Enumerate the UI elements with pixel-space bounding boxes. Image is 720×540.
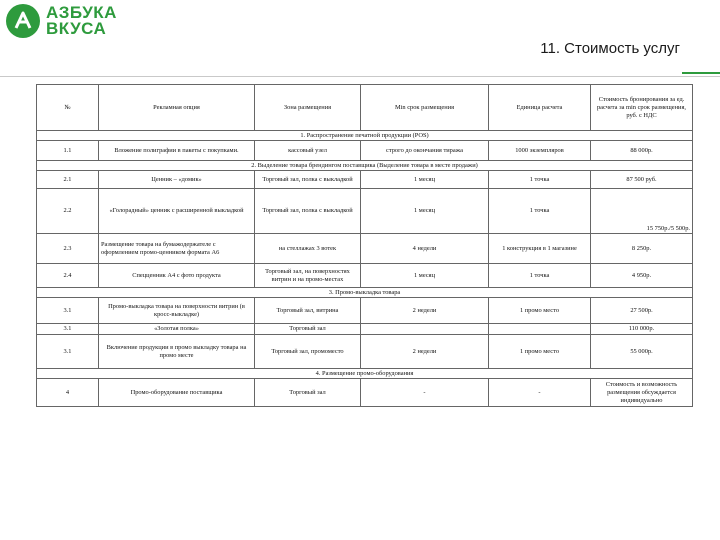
table-cell: Торговый зал, полка с выкладкой — [255, 171, 361, 189]
table-cell: 2 недели — [361, 298, 489, 324]
table-cell: Торговый зал, полка с выкладкой — [255, 189, 361, 234]
table-cell: Включение продукции в промо выкладку товара на промо месте — [99, 335, 255, 369]
table-row — [37, 234, 693, 264]
table-cell: - — [489, 379, 591, 407]
table-cell: 1.1 — [37, 141, 99, 161]
table-cell: кассовый узел — [255, 141, 361, 161]
section-row — [37, 131, 693, 141]
table-row — [37, 298, 693, 324]
header-cell: Стоимость бронирования за ед. расчета за min срок размещения, руб. с НДС — [591, 85, 693, 131]
section-row — [37, 161, 693, 171]
table-cell: Спецценник А4 с фото продукта — [99, 264, 255, 288]
table-cell: Торговый зал, на поверхностях витрин и на промо-местах — [255, 264, 361, 288]
table-cell: на стеллажах 3 вотек — [255, 234, 361, 264]
table-row — [37, 264, 693, 288]
table-cell: 2.1 — [37, 171, 99, 189]
page-title: 11. Стоимость услуг — [540, 40, 680, 57]
table-cell: 110 000р. — [591, 324, 693, 335]
title-divider — [0, 62, 720, 76]
table-cell: 1 промо место — [489, 298, 591, 324]
section-title: 4. Размещение промо-оборудования — [37, 369, 693, 379]
table-cell: 1 точка — [489, 264, 591, 288]
table-cell: 1 месяц — [361, 171, 489, 189]
table-row — [37, 324, 693, 335]
table-cell: 1 конструкция в 1 магазине — [489, 234, 591, 264]
brand-logo — [6, 4, 117, 38]
table-cell: - — [361, 379, 489, 407]
header-cell: Min срок размещения — [361, 85, 489, 131]
table-cell: «Золотая полка» — [99, 324, 255, 335]
header-cell: № — [37, 85, 99, 131]
table-cell: 2 недели — [361, 335, 489, 369]
logo-wordmark: АЗБУКА ВКУСА — [46, 3, 117, 38]
table-cell: Размещение товара на бумажодержателе с оформлением промо-ценником формата А6 — [99, 234, 255, 264]
table-cell: 4 недели — [361, 234, 489, 264]
table-cell: 1 точка — [489, 189, 591, 234]
table-cell: 1 месяц — [361, 264, 489, 288]
table-cell: 4 — [37, 379, 99, 407]
header-cell: Рекламная опция — [99, 85, 255, 131]
table-cell: 3.1 — [37, 298, 99, 324]
header-cell: Единица расчета — [489, 85, 591, 131]
table-row — [37, 189, 693, 225]
table-cell: 27 500р. — [591, 298, 693, 324]
table-row — [37, 141, 693, 161]
table-cell: 2.3 — [37, 234, 99, 264]
table-cell: Торговый зал, промоместо — [255, 335, 361, 369]
table-cell: 1 точка — [489, 171, 591, 189]
table-cell: 1 месяц — [361, 189, 489, 234]
logo-mark-icon — [6, 4, 40, 38]
section-title: 2. Выделение товара брендингом поставщика (Выделение товара в месте продажи) — [37, 161, 693, 171]
table-cell: Торговый зал — [255, 324, 361, 335]
table-cell — [361, 324, 489, 335]
section-title: 3. Промо-выкладка товара — [37, 288, 693, 298]
section-row — [37, 288, 693, 298]
table-cell: 1 промо место — [489, 335, 591, 369]
table-cell: 3.1 — [37, 335, 99, 369]
table-row — [37, 171, 693, 189]
table-header-row — [37, 85, 693, 131]
table-cell: 8 250р. — [591, 234, 693, 264]
header-cell: Зона размещения — [255, 85, 361, 131]
table-row — [37, 379, 693, 407]
table-cell: 3.1 — [37, 324, 99, 335]
section-row — [37, 369, 693, 379]
table-cell: 2.2 — [37, 189, 99, 234]
table-cell: Стоимость и возможность размещения обсуждается индивидуально — [591, 379, 693, 407]
table-cell — [591, 189, 693, 225]
table-cell: 87 500 руб. — [591, 171, 693, 189]
section-title: 1. Распространение печатной продукции (POS) — [37, 131, 693, 141]
table-cell: 4 950р. — [591, 264, 693, 288]
table-cell: 55 000р. — [591, 335, 693, 369]
table-cell: 2.4 — [37, 264, 99, 288]
table-cell: «Голорадный» ценник с расширенной выкладкой — [99, 189, 255, 234]
accent-bar — [682, 72, 720, 74]
table-cell: строго до окончания тиража — [361, 141, 489, 161]
table-cell: Торговый зал, витрина — [255, 298, 361, 324]
table-cell: Промо-оборудование поставщика — [99, 379, 255, 407]
table-row — [37, 335, 693, 369]
table-cell: 15 750р./5 500р. — [591, 225, 693, 234]
price-table — [36, 84, 693, 407]
table-cell: 88 000р. — [591, 141, 693, 161]
table-cell: Промо-выкладка товара на поверхности витрин (в кросс-выкладке) — [99, 298, 255, 324]
table-cell — [489, 324, 591, 335]
table-cell: 1000 экземпляров — [489, 141, 591, 161]
table-cell: Вложение полиграфии в пакеты с покупками. — [99, 141, 255, 161]
table-cell: Торговый зал — [255, 379, 361, 407]
table-cell: Ценник – «домик» — [99, 171, 255, 189]
